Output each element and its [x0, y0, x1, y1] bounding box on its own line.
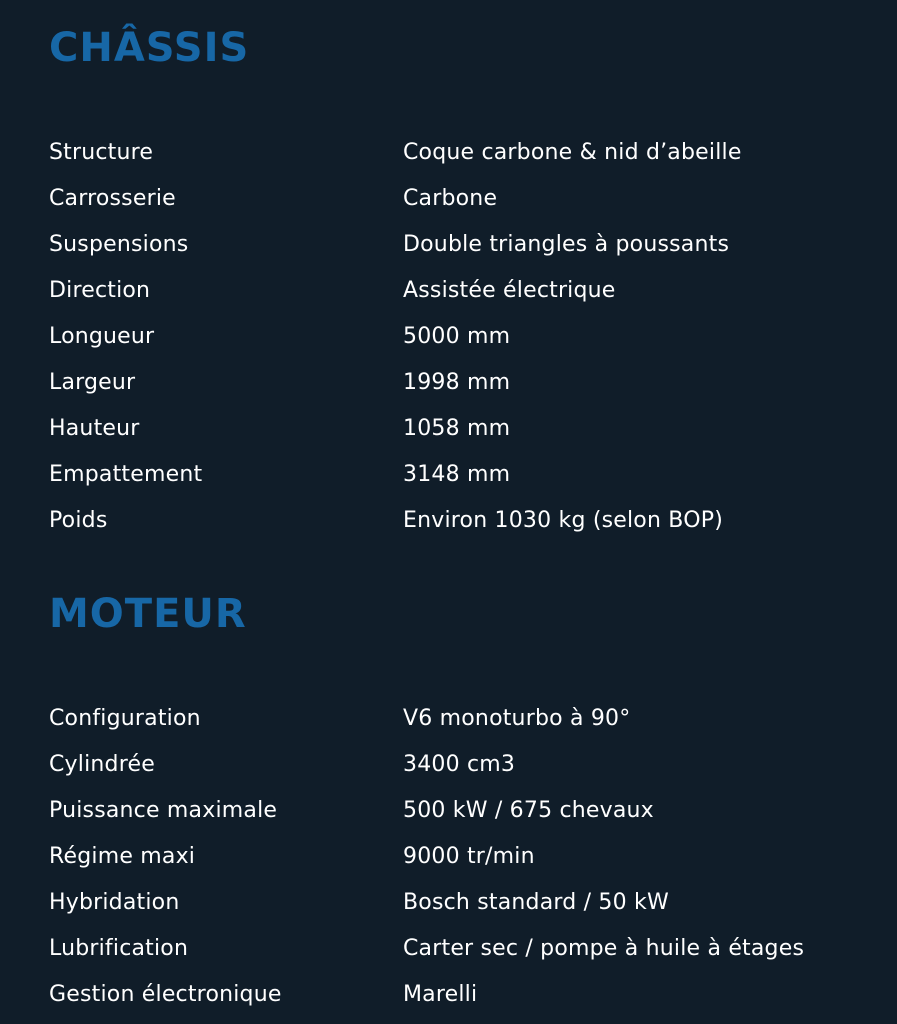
spec-label: Hybridation: [49, 890, 180, 915]
spec-label: Configuration: [49, 706, 201, 731]
spec-value: 1058 mm: [403, 416, 511, 441]
spec-label: Gestion électronique: [49, 982, 282, 1007]
spec-value: V6 monoturbo à 90°: [403, 706, 631, 731]
spec-row-suspensions: [49, 222, 897, 268]
spec-value: 3148 mm: [403, 462, 511, 487]
chassis-section: [49, 24, 897, 544]
spec-value: Carbone: [403, 186, 498, 211]
spec-row-lubrification: [49, 926, 897, 972]
spec-value: 5000 mm: [403, 324, 511, 349]
spec-row-regime: [49, 834, 897, 880]
spec-value: 500 kW / 675 chevaux: [403, 798, 654, 823]
spec-row-empattement: [49, 452, 897, 498]
spec-label: Suspensions: [49, 232, 189, 257]
spec-value: Environ 1030 kg (selon BOP): [403, 508, 723, 533]
spec-value: 9000 tr/min: [403, 844, 535, 869]
spec-label: Lubrification: [49, 936, 189, 961]
spec-row-largeur: [49, 360, 897, 406]
spec-row-hybridation: [49, 880, 897, 926]
spec-label: Carrosserie: [49, 186, 176, 211]
spec-row-direction: [49, 268, 897, 314]
spec-value: Double triangles à poussants: [403, 232, 730, 257]
moteur-section: [49, 590, 897, 1018]
spec-label: Largeur: [49, 370, 136, 395]
spec-label: Direction: [49, 278, 151, 303]
spec-row-configuration: [49, 696, 897, 742]
spec-label: Cylindrée: [49, 752, 155, 777]
chassis-title: CHÂSSIS: [49, 25, 250, 71]
spec-label: Empattement: [49, 462, 203, 487]
spec-value: Bosch standard / 50 kW: [403, 890, 669, 915]
moteur-title: MOTEUR: [49, 591, 247, 637]
spec-row-longueur: [49, 314, 897, 360]
spec-row-gestion: [49, 972, 897, 1018]
spec-value: Assistée électrique: [403, 278, 616, 303]
spec-row-hauteur: [49, 406, 897, 452]
moteur-spec-list: [49, 696, 897, 1018]
spec-label: Régime maxi: [49, 844, 196, 869]
spec-value: Marelli: [403, 982, 478, 1007]
spec-value: 3400 cm3: [403, 752, 516, 777]
spec-label: Puissance maximale: [49, 798, 278, 823]
spec-label: Hauteur: [49, 416, 140, 441]
spec-value: Carter sec / pompe à huile à étages: [403, 936, 805, 961]
spec-label: Longueur: [49, 324, 155, 349]
spec-label: Poids: [49, 508, 108, 533]
spec-row-poids: [49, 498, 897, 544]
spec-label: Structure: [49, 140, 154, 165]
spec-value: 1998 mm: [403, 370, 511, 395]
spec-value: Coque carbone & nid d’abeille: [403, 140, 742, 165]
spec-row-puissance: [49, 788, 897, 834]
spec-row-carrosserie: [49, 176, 897, 222]
spec-row-cylindree: [49, 742, 897, 788]
chassis-spec-list: [49, 130, 897, 544]
spec-row-structure: [49, 130, 897, 176]
